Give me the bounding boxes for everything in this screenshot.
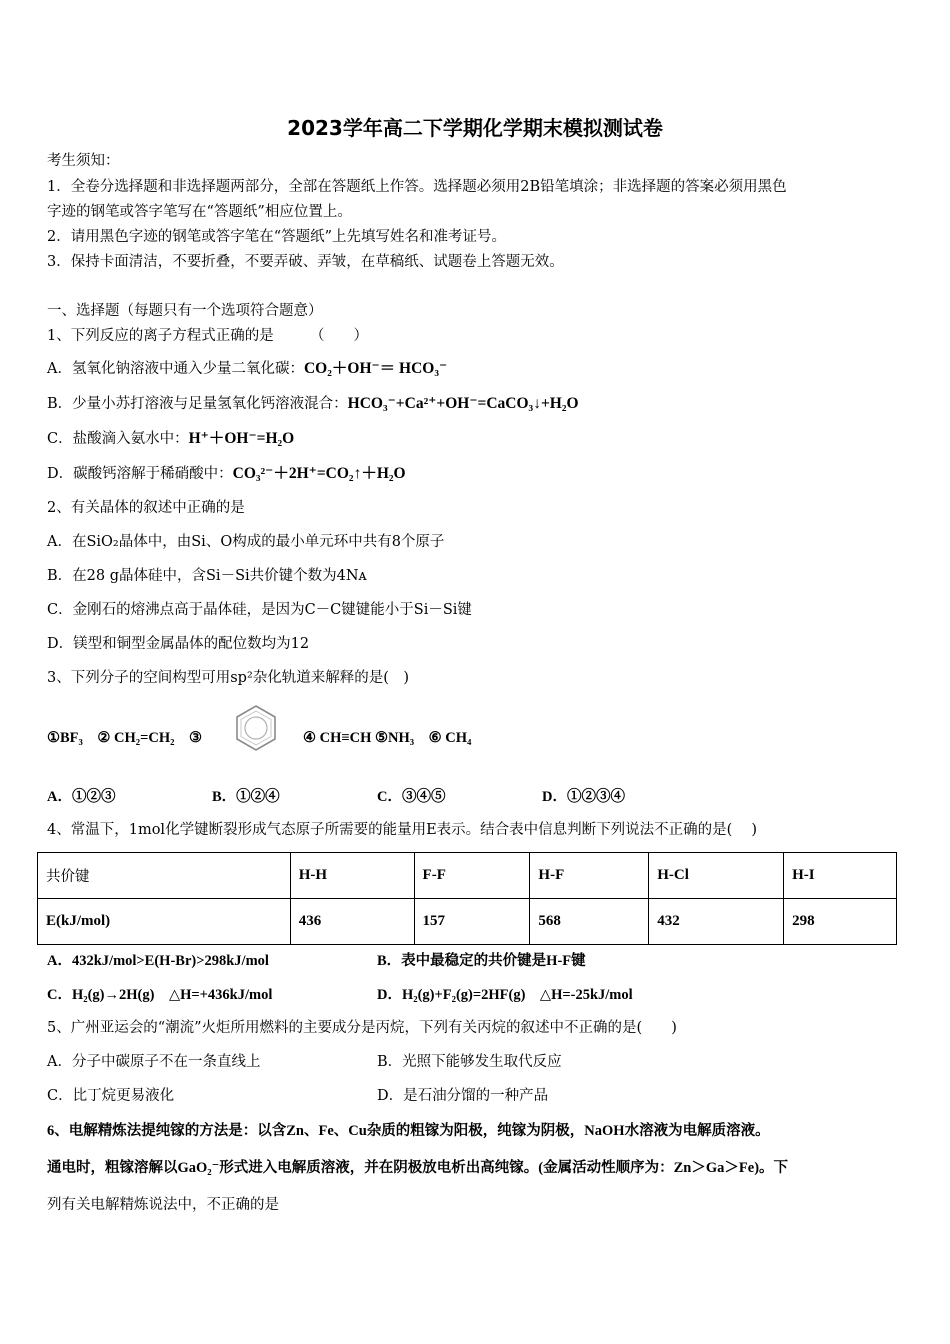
q1-stem: 1、下列反应的离子方程式正确的是 （ ） (47, 328, 368, 344)
q1-option-a (47, 359, 447, 379)
table-cell: 157 (414, 899, 530, 945)
table-header-cell: H-F (530, 853, 649, 899)
q1-option-d-equation: CO₃²⁻＋2H⁺=CO₂↑＋H₂O (232, 465, 406, 482)
q3-option-a: A．①②③ (47, 789, 116, 805)
q5-option-a: A．分子中碳原子不在一条直线上 (47, 1054, 261, 1070)
table-header-cell: H-I (784, 853, 897, 899)
table-cell: 568 (530, 899, 649, 945)
q1-option-d-label: D．碳酸钙溶解于稀硝酸中： (47, 466, 233, 482)
q6-line-2: 通电时，粗镓溶解以GaO₂⁻形式进入电解质溶液，并在阴极放电析出高纯镓。(金属活动性顺序为：Zn＞Ga＞Fe)。下 (47, 1160, 789, 1176)
table-cell: 298 (784, 899, 897, 945)
q5-option-d: D．是石油分馏的一种产品 (377, 1088, 549, 1104)
q3-option-c: C．③④⑤ (377, 789, 446, 805)
q3-option-d: D．①②③④ (542, 789, 625, 805)
q1-option-c (47, 429, 294, 449)
table-cell: E(kJ/mol) (38, 899, 291, 945)
notice-item-1-cont: 字迹的钢笔或答字笔写在“答题纸”相应位置上。 (47, 204, 352, 220)
table-header-cell: H-H (290, 853, 414, 899)
section-heading: 一、选择题（每题只有一个选项符合题意） (47, 303, 323, 319)
q5-option-b: B．光照下能够发生取代反应 (377, 1054, 562, 1070)
q3-stem: 3、下列分子的空间构型可用sp²杂化轨道来解释的是( ) (47, 670, 410, 686)
q6-line-3: 列有关电解精炼说法中，不正确的是 (47, 1197, 279, 1213)
notice-item-1: 1．全卷分选择题和非选择题两部分，全部在答题纸上作答。选择题必须用2B铅笔填涂；非选择题的答案必须用黑色 (47, 179, 787, 195)
q5-stem: 5、广州亚运会的“潮流”火炬所用燃料的主要成分是丙烷，下列有关丙烷的叙述中不正确的是( ) (47, 1020, 677, 1036)
table-header-cell: H-Cl (649, 853, 784, 899)
table-cell: 436 (290, 899, 414, 945)
q1-option-d (47, 464, 406, 484)
table-header-cell: 共价键 (38, 853, 291, 899)
bond-energy-table (37, 852, 897, 945)
q1-option-b-equation: HCO₃⁻+Ca²⁺+OH⁻=CaCO₃↓+H₂O (347, 395, 579, 412)
q1-option-b-label: B．少量小苏打溶液与足量氢氧化钙溶液混合： (47, 396, 348, 412)
table-cell: 432 (649, 899, 784, 945)
notice-item-2: 2．请用黑色字迹的钢笔或答字笔在“答题纸”上先填写姓名和准考证号。 (47, 229, 507, 245)
q6-line-1: 6、电解精炼法提纯镓的方法是：以含Zn、Fe、Cu杂质的粗镓为阳极，纯镓为阴极，NaOH水溶液为电解质溶液。 (47, 1123, 770, 1139)
q1-option-a-label: A．氢氧化钠溶液中通入少量二氧化碳： (47, 361, 304, 377)
q2-stem: 2、有关晶体的叙述中正确的是 (47, 500, 245, 516)
table-row (38, 899, 897, 945)
q4-option-a: A．432kJ/mol>E(H-Br)>298kJ/mol (47, 953, 269, 969)
q1-option-c-label: C．盐酸滴入氨水中： (47, 431, 189, 447)
q4-option-b: B．表中最稳定的共价键是H-F键 (377, 953, 586, 969)
notice-heading: 考生须知： (47, 153, 120, 169)
q4-option-d: D．H₂(g)+F₂(g)=2HF(g) △H=-25kJ/mol (377, 987, 633, 1003)
q2-option-d: D．镁型和铜型金属晶体的配位数均为12 (47, 636, 310, 652)
q2-option-b: B．在28 g晶体硅中，含Si－Si共价键个数为4Nᴀ (47, 568, 367, 584)
q4-stem: 4、常温下，1mol化学键断裂形成气态原子所需要的能量用E表示。结合表中信息判断下列说法不正确的是( ) (47, 822, 758, 838)
q1-option-a-equation: CO₂＋OH⁻＝ HCO₃⁻ (303, 360, 448, 377)
q3-items-right: ④ CH≡CH ⑤NH₃ ⑥ CH₄ (303, 730, 472, 746)
q1-option-c-equation: H⁺＋OH⁻=H₂O (188, 430, 295, 447)
q1-option-b (47, 394, 579, 414)
page-title: 2023学年高二下学期化学期末模拟测试卷 (287, 116, 663, 140)
q3-items-left: ①BF₃ ② CH₂=CH₂ ③ (47, 730, 202, 746)
q5-option-c: C．比丁烷更易液化 (47, 1088, 175, 1104)
q2-option-c: C．金刚石的熔沸点高于晶体硅，是因为C－C键键能小于Si－Si键 (47, 602, 472, 618)
notice-item-3: 3．保持卡面清洁，不要折叠，不要弄破、弄皱，在草稿纸、试题卷上答题无效。 (47, 254, 564, 270)
q3-option-b: B．①②④ (212, 789, 280, 805)
q4-option-c: C．H₂(g)→2H(g) △H=+436kJ/mol (47, 987, 273, 1003)
table-header-row (38, 853, 897, 899)
table-header-cell: F-F (414, 853, 530, 899)
benzene-ring-icon (231, 703, 281, 753)
q2-option-a: A．在SiO₂晶体中，由Si、O构成的最小单元环中共有8个原子 (47, 534, 445, 550)
